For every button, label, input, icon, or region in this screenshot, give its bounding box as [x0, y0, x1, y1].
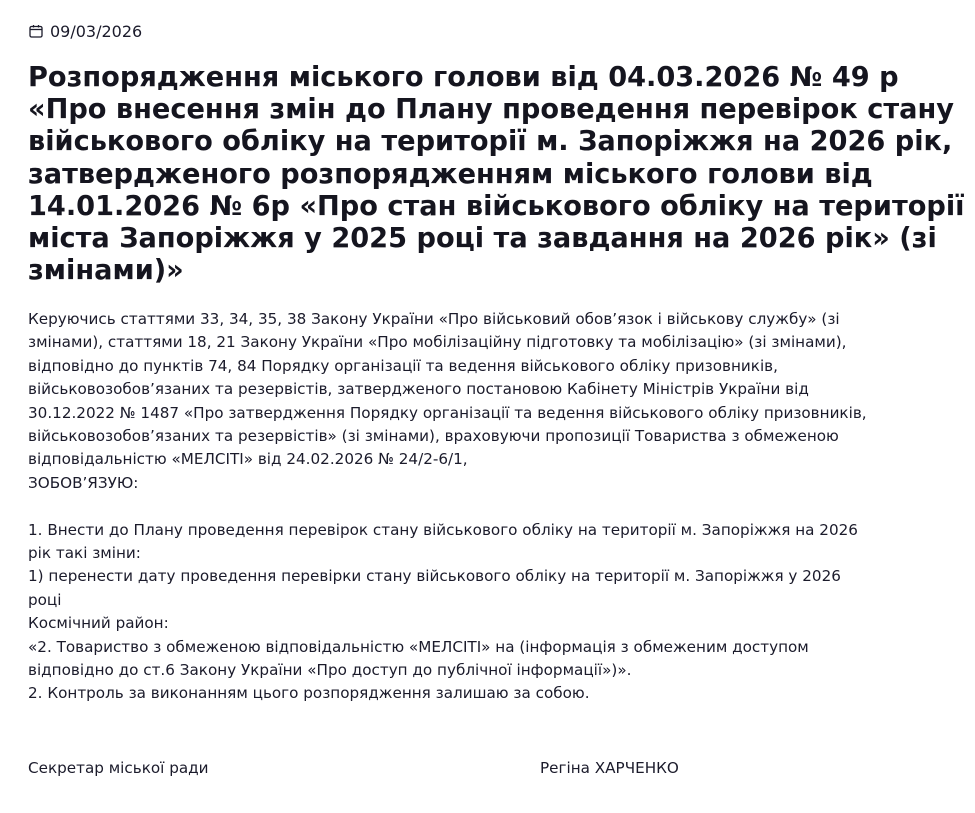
page-title: [28, 62, 970, 287]
title-line: «Про внесення змін до Плану проведення перевірок стану: [28, 94, 954, 126]
title-line: військового обліку на території м. Запоріжжя на 2026 рік,: [28, 126, 953, 158]
body-line: ЗОБОВ’ЯЗУЮ:: [28, 473, 139, 492]
signatory-position: Секретар міської ради: [28, 759, 209, 777]
body-line: Керуючись статтями 33, 34, 35, 38 Закону України «Про військовий обов’язок і військову службу» (зі: [28, 310, 840, 328]
document-body: [28, 308, 963, 706]
title-line: 14.01.2026 № 6р «Про стан військового обліку на території: [28, 190, 965, 222]
title-line: змінами)»: [28, 255, 184, 287]
body-line: 2. Контроль за виконанням цього розпорядження залишаю за собою.: [28, 684, 590, 703]
body-line: 1) перенести дату проведення перевірки стану військового обліку на території м. Запоріжжя у 2026: [28, 567, 841, 586]
body-line: відповідальністю «МЕЛСІТІ» від 24.02.2026 № 24/2-6/1,: [28, 450, 468, 469]
publication-date: [28, 20, 142, 42]
body-line: рік такі зміни:: [28, 544, 141, 563]
paragraph-gap: [28, 495, 963, 518]
body-line: році: [28, 590, 62, 609]
body-line: «2. Товариство з обмеженою відповідальністю «МЕЛСІТІ» на (інформація з обмеженим доступом: [28, 637, 809, 656]
body-line: 30.12.2022 № 1487 «Про затвердження Порядку організації та ведення військового обліку призовників,: [28, 403, 867, 422]
title-line: Розпорядження міського голови від 04.03.2026 № 49 р: [28, 62, 899, 93]
date-text: 09/03/2026: [50, 21, 143, 41]
signatory-name: Регіна ХАРЧЕНКО: [540, 759, 679, 777]
body-line: 1. Внести до Плану проведення перевірок стану військового обліку на території м. Запоріжжя на 2026: [28, 520, 858, 539]
calendar-icon: [28, 23, 44, 39]
body-line: відповідно до ст.6 Закону України «Про доступ до публічної інформації»)».: [28, 661, 632, 680]
title-line: міста Запоріжжя у 2025 році та завдання на 2026 рік» (зі: [28, 223, 937, 255]
body-line: військовозобов’язаних та резервістів, затвердженого постановою Кабінету Міністрів України від: [28, 380, 809, 399]
body-line: змінами), статтями 18, 21 Закону України «Про мобілізаційну підготовку та мобілізацію» (зі змінами),: [28, 333, 847, 352]
signature-block: [28, 757, 948, 781]
body-line: відповідно до пунктів 74, 84 Порядку організації та ведення військового обліку призовників,: [28, 356, 778, 375]
body-line: військовозобов’язаних та резервістів» (зі змінами), враховуючи пропозиції Товариства з обмеженою: [28, 427, 839, 446]
body-line: Космічний район:: [28, 614, 169, 633]
title-line: затвердженого розпорядженням міського голови від: [28, 158, 873, 190]
